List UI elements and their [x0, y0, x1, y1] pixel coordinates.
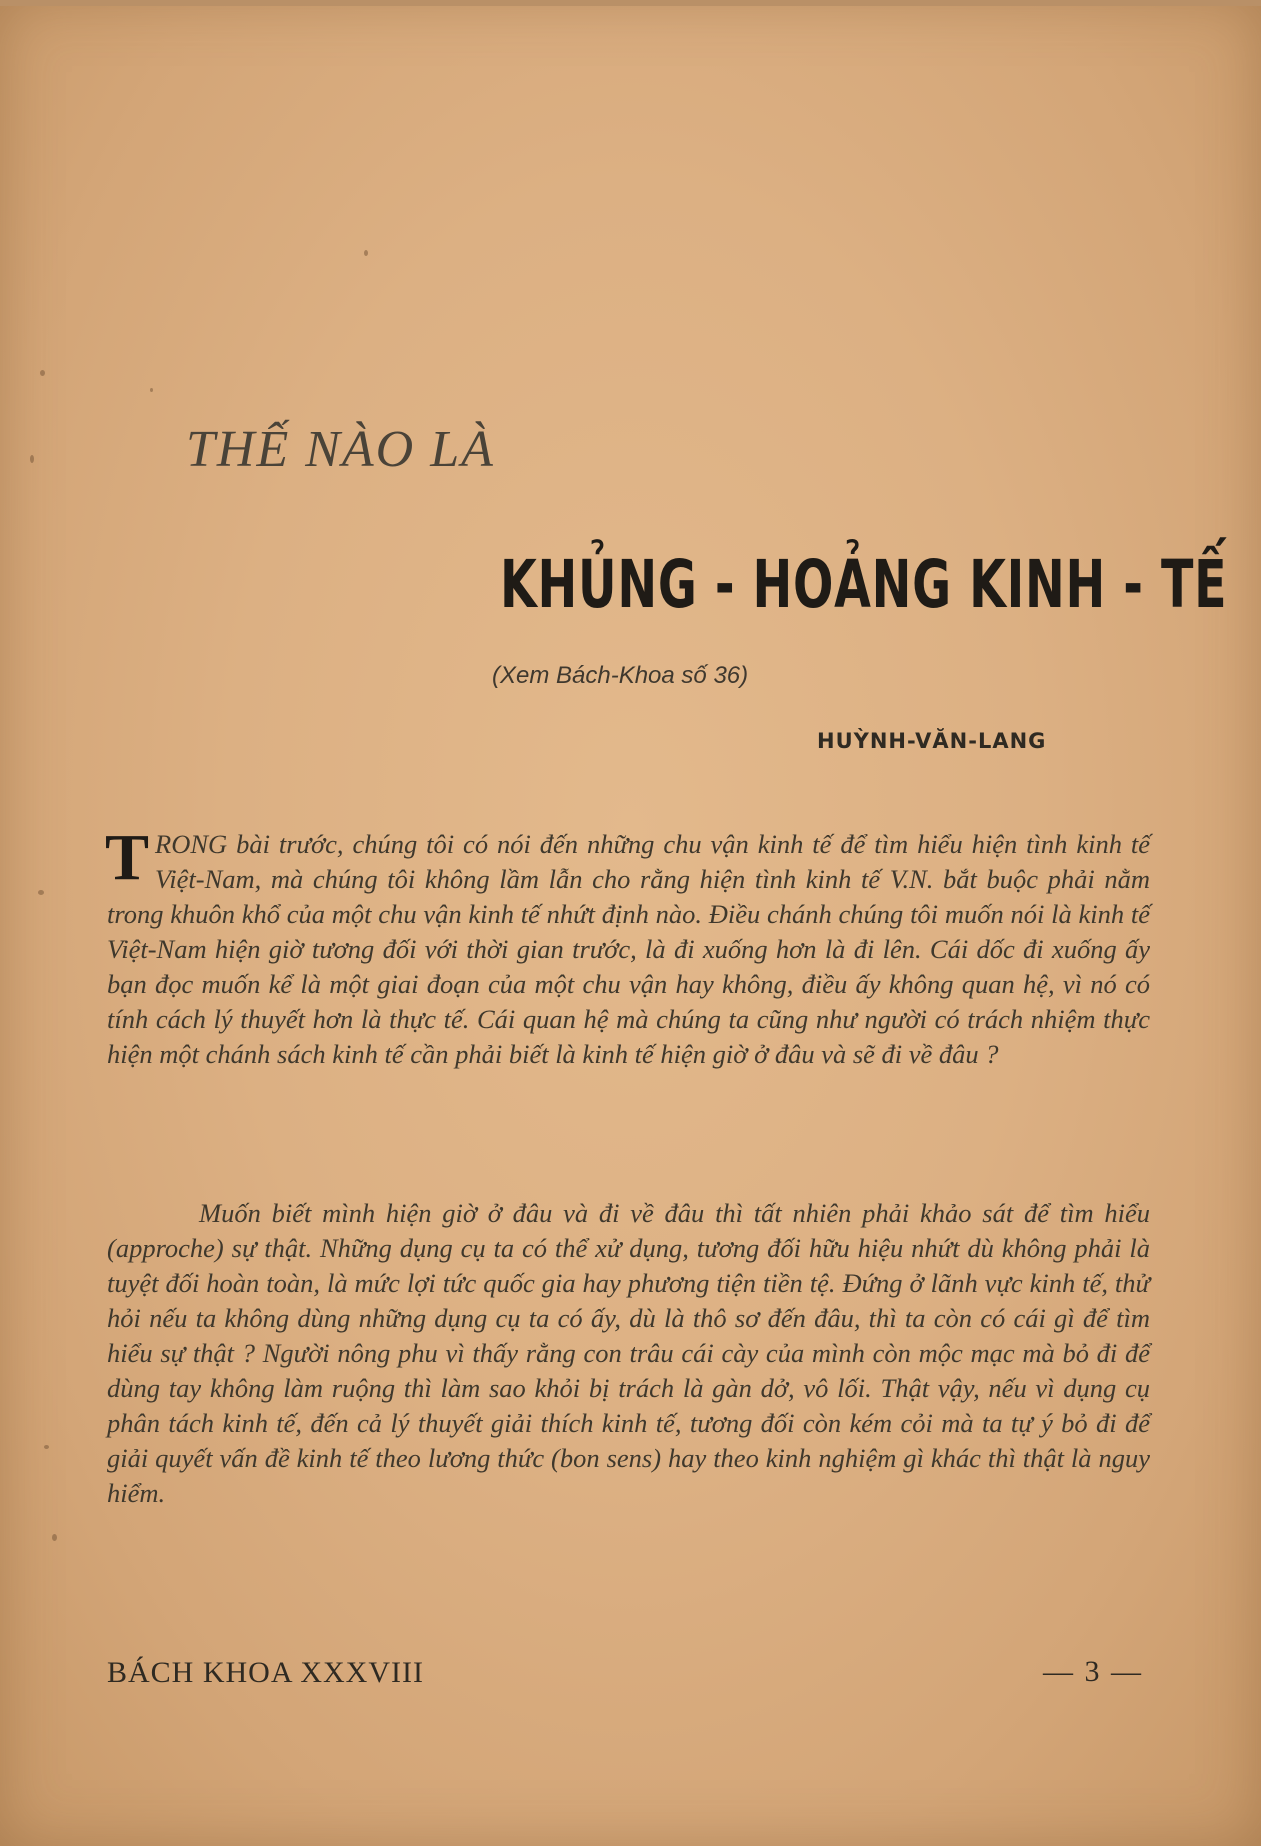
footer-page-number: — 3 — — [1043, 1655, 1143, 1688]
paragraph-1 — [105, 821, 1150, 1072]
title-line-2: KHỦNG - HOẢNG KINH - TẾ — [500, 546, 1228, 623]
paper-speck — [150, 388, 153, 392]
subtitle-reference: (Xem Bách-Khoa số 36) — [492, 662, 749, 689]
paper-speck — [40, 370, 45, 376]
paragraph-2: Muốn biết mình hiện giờ ở đâu và đi về đâu thì tất nhiên phải khảo sát để tìm hiểu (approche) sự thật. Những dụng cụ ta có thể xử dụng, tương đối hữu hiệu nhứt dù không phải là tuyệt đối hoàn toàn, là mức lợi tức quốc gia hay phương tiện tiền tệ. Đứng ở lãnh vực kinh tế, thử hỏi nếu ta không dùng những dụng cụ ta có ấy, dù là thô sơ đến đâu, thì ta còn có cái gì để tìm hiểu sự thật ? Người nông phu vì thấy rằng con trâu cái cày của mình còn mộc mạc mà bỏ đi để dùng tay không làm ruộng thì làm sao khỏi bị trách là gàn dở, vô lối. Thật vậy, nếu vì dụng cụ phân tách kinh tế, đến cả lý thuyết giải thích kinh tế, tương đối còn kém cỏi mà ta tự ý bỏ đi để giải quyết vấn đề kinh tế theo lương thức (bon sens) hay theo kinh nghiệm gì khác thì thật là nguy hiểm. — [107, 1198, 1150, 1508]
title-line-1: THẾ NÀO LÀ — [186, 421, 495, 478]
page-top-edge — [0, 0, 1261, 6]
author-byline: HUỲNH-VĂN-LANG — [817, 729, 1047, 753]
paper-speck — [30, 455, 34, 463]
footer-publication: BÁCH KHOA XXXVIII — [107, 1656, 424, 1689]
paper-speck — [38, 890, 44, 895]
paper-speck — [52, 1534, 57, 1541]
drop-cap: T — [105, 821, 150, 894]
paper-speck — [44, 1445, 49, 1449]
paragraph-1-text: RONG bài trước, chúng tôi có nói đến những chu vận kinh tế để tìm hiểu hiện tình kinh tế Việt-Nam, mà chúng tôi không lầm lẫn cho rằng hiện tình kinh tế V.N. bắt buộc phải nằm trong khuôn khổ của một chu vận kinh tế nhứt định nào. Điều chánh chúng tôi muốn nói là kinh tế Việt-Nam hiện giờ tương đối với thời gian trước, là đi xuống hơn là đi lên. Cái dốc đi xuống ấy bạn đọc muốn kể là một giai đoạn của một chu vận hay không, điều ấy không quan hệ, vì nó có tính cách lý thuyết hơn là thực tế. Cái quan hệ mà chúng ta cũng như người có trách nhiệm thực hiện một chánh sách kinh tế cần phải biết là kinh tế hiện giờ ở đâu và sẽ đi về đâu ? — [107, 829, 1150, 1069]
paper-speck — [364, 250, 368, 256]
